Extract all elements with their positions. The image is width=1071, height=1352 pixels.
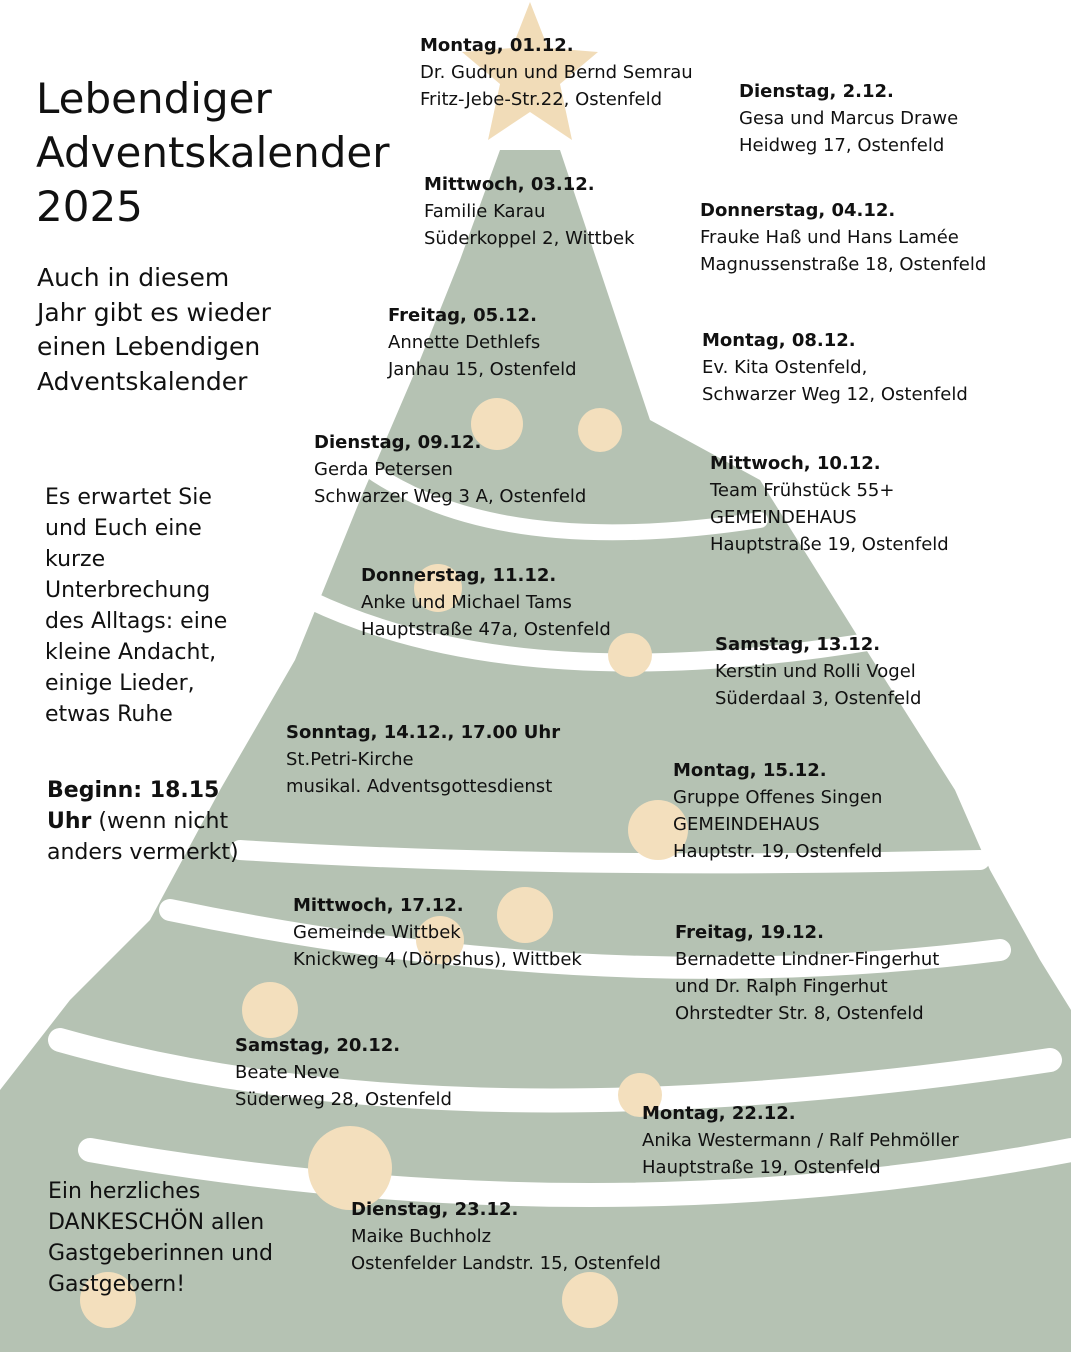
event-entry: Freitag, 19.12. Bernadette Lindner-Fingerhut und Dr. Ralph Fingerhut Ohrstedter Str. 8, Ostenfeld xyxy=(675,922,940,1024)
event-entry: Freitag, 05.12. Annette Dethlefs Janhau 15, Ostenfeld xyxy=(388,305,577,380)
event-entry: Sonntag, 14.12., 17.00 Uhr St.Petri-Kirche musikal. Adventsgottesdienst xyxy=(286,722,561,797)
event-entry: Mittwoch, 03.12. Familie Karau Süderkoppel 2, Wittbek xyxy=(424,174,635,249)
event-entry: Montag, 01.12. Dr. Gudrun und Bernd Semrau Fritz-Jebe-Str.22, Ostenfeld xyxy=(420,35,693,110)
description-text: Es erwartet Sie und Euch eine kurze Unterbrechung des Alltags: eine kleine Andacht, einige Lieder, etwas Ruhe xyxy=(45,485,228,727)
event-entry: Samstag, 13.12. Kerstin und Rolli Vogel Süderdaal 3, Ostenfeld xyxy=(715,634,922,709)
event-entry: Dienstag, 09.12. Gerda Petersen Schwarzer Weg 3 A, Ostenfeld xyxy=(314,432,587,507)
event-entry: Mittwoch, 17.12. Gemeinde Wittbek Knickweg 4 (Dörpshus), Wittbek xyxy=(293,895,582,970)
event-entry: Montag, 15.12. Gruppe Offenes Singen GEMEINDEHAUS Hauptstr. 19, Ostenfeld xyxy=(673,760,883,862)
page-title: Lebendiger Adventskalender 2025 xyxy=(36,74,390,231)
event-entry: Dienstag, 23.12. Maike Buchholz Ostenfelder Landstr. 15, Ostenfeld xyxy=(351,1199,661,1274)
start-time-note: Beginn: 18.15 Uhr (wenn nicht anders vermerkt) xyxy=(47,778,239,865)
event-entry: Samstag, 20.12. Beate Neve Süderweg 28, Ostenfeld xyxy=(235,1035,452,1110)
thanks-note: Ein herzliches DANKESCHÖN allen Gastgeberinnen und Gastgebern! xyxy=(48,1179,273,1297)
event-entry: Dienstag, 2.12. Gesa und Marcus Drawe Heidweg 17, Ostenfeld xyxy=(739,81,959,156)
event-entry: Mittwoch, 10.12. Team Frühstück 55+ GEMEINDEHAUS Hauptstraße 19, Ostenfeld xyxy=(710,453,949,555)
event-entry: Montag, 22.12. Anika Westermann / Ralf Pehmöller Hauptstraße 19, Ostenfeld xyxy=(642,1103,959,1178)
event-entry: Donnerstag, 11.12. Anke und Michael Tams Hauptstraße 47a, Ostenfeld xyxy=(361,565,611,640)
intro-text: Auch in diesem Jahr gibt es wieder einen Lebendigen Adventskalender xyxy=(37,263,271,396)
event-entry: Donnerstag, 04.12. Frauke Haß und Hans Lamée Magnussenstraße 18, Ostenfeld xyxy=(700,200,987,275)
event-entry: Montag, 08.12. Ev. Kita Ostenfeld, Schwarzer Weg 12, Ostenfeld xyxy=(702,330,968,405)
